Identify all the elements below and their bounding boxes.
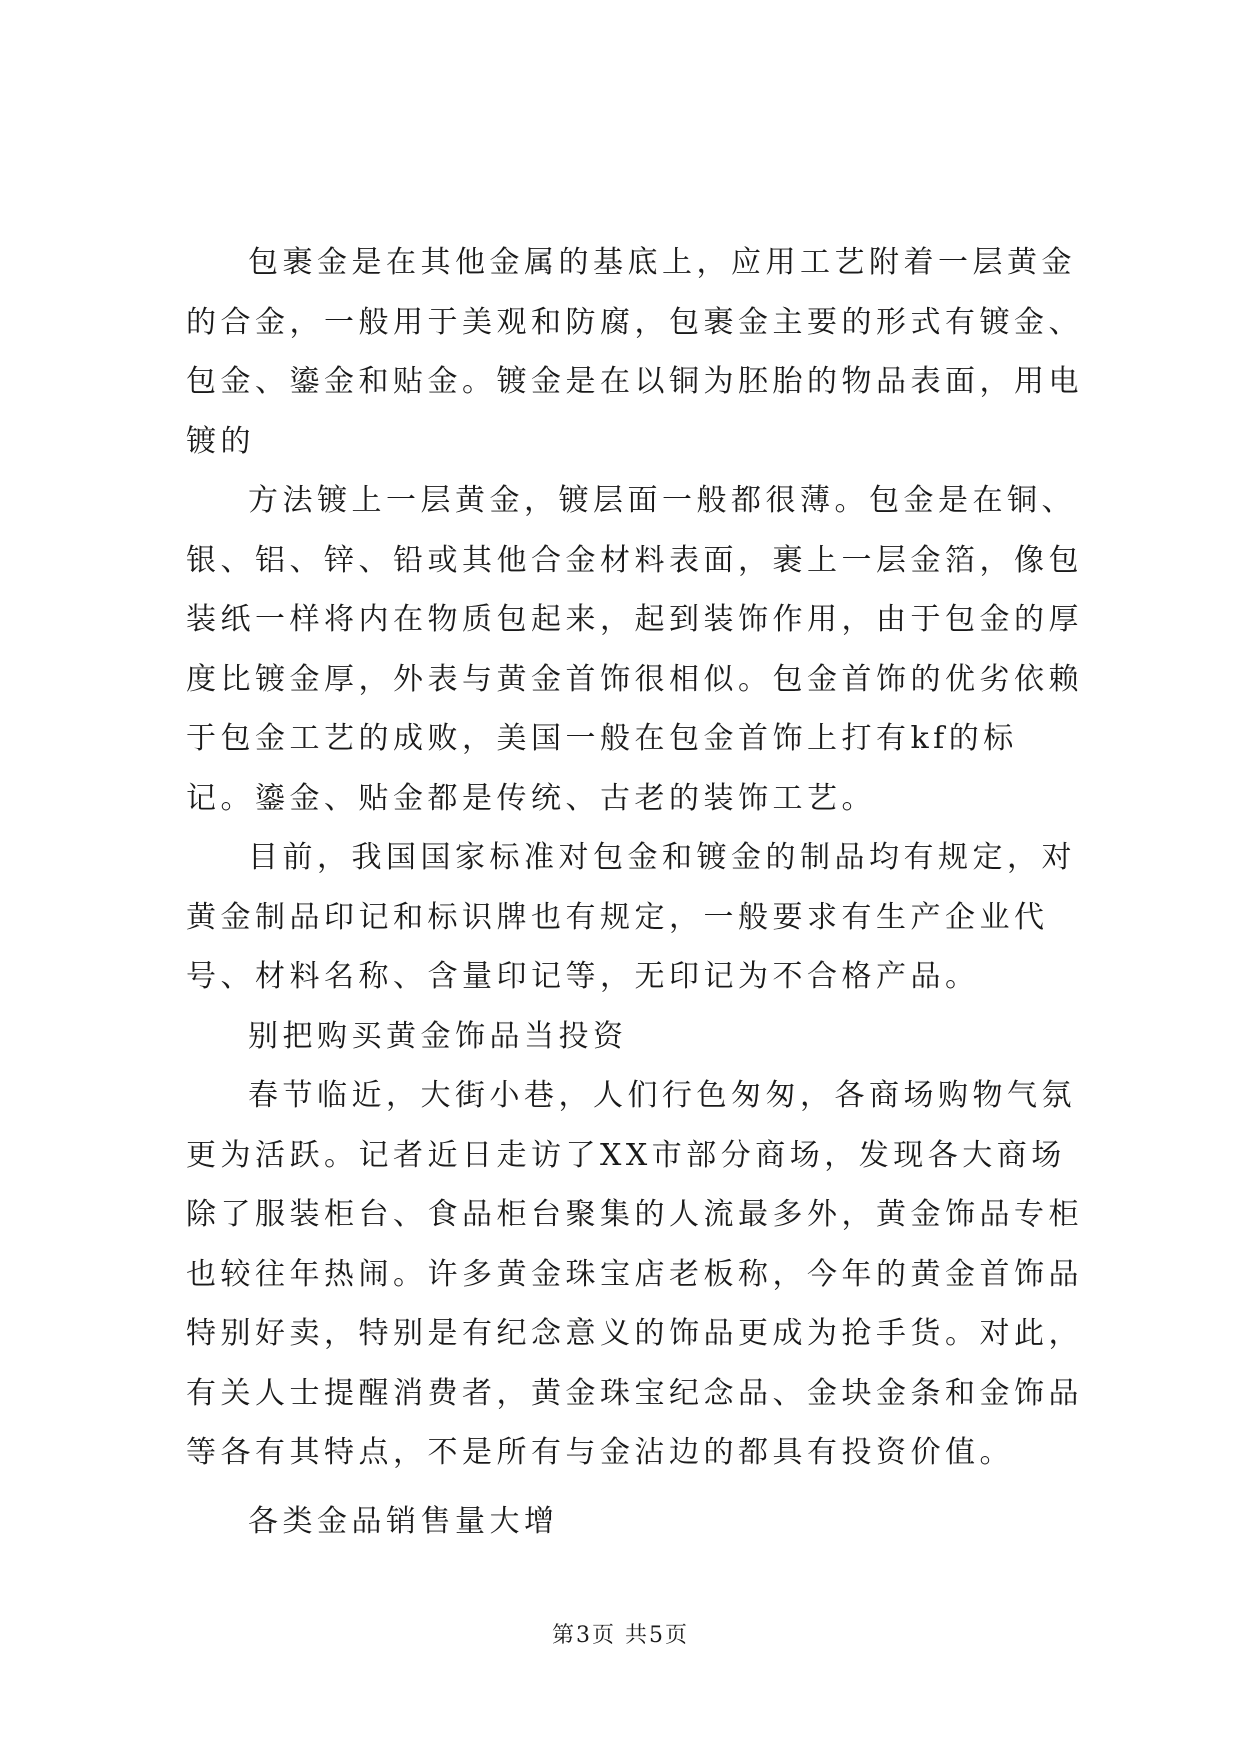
- paragraph-wrapped-gold: 包裹金是在其他金属的基底上，应用工艺附着一层黄金的合金，一般用于美观和防腐，包裹金主要的形式有镀金、包金、鎏金和贴金。镀金是在以铜为胚胎的物品表面，用电镀的: [186, 245, 1083, 459]
- section-heading-investment: 别把购买黄金饰品当投资: [248, 1018, 628, 1054]
- section-heading-sales-increase: 各类金品销售量大增: [248, 1503, 559, 1539]
- page-number-footer: 第3页 共5页: [552, 1623, 689, 1648]
- document-body: [186, 233, 1086, 1551]
- paragraph-spring-festival: 春节临近，大街小巷，人们行色匆匆，各商场购物气氛更为活跃。记者近日走访了XX市部分商场，发现各大商场除了服装柜台、食品柜台聚集的人流最多外，黄金饰品专柜也较往年热闹。许多黄金珠宝店老板称，今年的黄金首饰品特别好卖，特别是有纪念意义的饰品更成为抢手货。对此，有关人士提醒消费者，黄金珠宝纪念品、金块金条和金饰品等各有其特点，不是所有与金沾边的都具有投资价值。: [186, 1078, 1083, 1470]
- paragraph-national-standard: 目前，我国国家标准对包金和镀金的制品均有规定，对黄金制品印记和标识牌也有规定，一般要求有生产企业代号、材料名称、含量印记等，无印记为不合格产品。: [186, 840, 1076, 994]
- paragraph-gold-plating-methods: 方法镀上一层黄金，镀层面一般都很薄。包金是在铜、银、铝、锌、铅或其他合金材料表面，裹上一层金箔，像包装纸一样将内在物质包起来，起到装饰作用，由于包金的厚度比镀金厚，外表与黄金首饰很相似。包金首饰的优劣依赖于包金工艺的成败，美国一般在包金首饰上打有kf的标记。鎏金、贴金都是传统、古老的装饰工艺。: [186, 483, 1083, 816]
